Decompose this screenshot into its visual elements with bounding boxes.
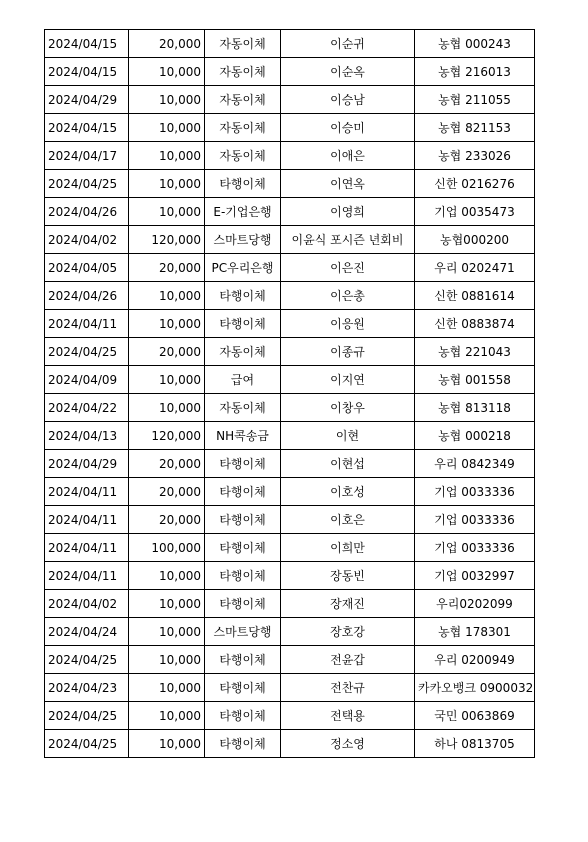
name-cell: 이현: [281, 422, 415, 450]
date-cell: 2024/04/13: [45, 422, 129, 450]
name-cell: 이연옥: [281, 170, 415, 198]
account-cell: 농협 001558: [415, 366, 535, 394]
table-row: [45, 198, 535, 226]
type-cell: 타행이체: [205, 170, 281, 198]
date-cell: 2024/04/26: [45, 282, 129, 310]
account-cell: 카카오뱅크 0900032: [415, 674, 535, 702]
date-cell: 2024/04/15: [45, 58, 129, 86]
table-row: [45, 254, 535, 282]
type-cell: 스마트당행: [205, 226, 281, 254]
name-cell: 전윤갑: [281, 646, 415, 674]
account-cell: 기업 0032997: [415, 562, 535, 590]
date-cell: 2024/04/26: [45, 198, 129, 226]
type-cell: 타행이체: [205, 310, 281, 338]
type-cell: 자동이체: [205, 114, 281, 142]
type-cell: 타행이체: [205, 674, 281, 702]
amount-cell: 10,000: [129, 394, 205, 422]
name-cell: 이호은: [281, 506, 415, 534]
type-cell: PC우리은행: [205, 254, 281, 282]
name-cell: 이창우: [281, 394, 415, 422]
table-row: [45, 478, 535, 506]
amount-cell: 10,000: [129, 142, 205, 170]
date-cell: 2024/04/25: [45, 338, 129, 366]
date-cell: 2024/04/23: [45, 674, 129, 702]
amount-cell: 10,000: [129, 366, 205, 394]
amount-cell: 10,000: [129, 114, 205, 142]
date-cell: 2024/04/11: [45, 310, 129, 338]
name-cell: 전택용: [281, 702, 415, 730]
account-cell: 우리 0200949: [415, 646, 535, 674]
account-cell: 농협 221043: [415, 338, 535, 366]
date-cell: 2024/04/15: [45, 114, 129, 142]
account-cell: 우리 0842349: [415, 450, 535, 478]
amount-cell: 20,000: [129, 254, 205, 282]
account-cell: 기업 0035473: [415, 198, 535, 226]
name-cell: 이종규: [281, 338, 415, 366]
name-cell: 이승미: [281, 114, 415, 142]
date-cell: 2024/04/25: [45, 646, 129, 674]
table-row: [45, 562, 535, 590]
account-cell: 농협 216013: [415, 58, 535, 86]
date-cell: 2024/04/05: [45, 254, 129, 282]
table-row: [45, 366, 535, 394]
date-cell: 2024/04/22: [45, 394, 129, 422]
transaction-table: [44, 29, 535, 758]
name-cell: 이희만: [281, 534, 415, 562]
account-cell: 농협 821153: [415, 114, 535, 142]
date-cell: 2024/04/29: [45, 86, 129, 114]
amount-cell: 10,000: [129, 310, 205, 338]
amount-cell: 10,000: [129, 646, 205, 674]
amount-cell: 20,000: [129, 338, 205, 366]
account-cell: 기업 0033336: [415, 478, 535, 506]
table-row: [45, 506, 535, 534]
table-row: [45, 702, 535, 730]
account-cell: 농협000200: [415, 226, 535, 254]
table-row: [45, 310, 535, 338]
name-cell: 이영희: [281, 198, 415, 226]
amount-cell: 10,000: [129, 618, 205, 646]
table-row: [45, 86, 535, 114]
type-cell: 타행이체: [205, 534, 281, 562]
table-row: [45, 114, 535, 142]
date-cell: 2024/04/11: [45, 534, 129, 562]
type-cell: 타행이체: [205, 562, 281, 590]
amount-cell: 120,000: [129, 226, 205, 254]
table-row: [45, 674, 535, 702]
amount-cell: 20,000: [129, 450, 205, 478]
table-row: [45, 142, 535, 170]
type-cell: 스마트당행: [205, 618, 281, 646]
name-cell: 이윤식 포시즌 년회비: [281, 226, 415, 254]
name-cell: 이애은: [281, 142, 415, 170]
type-cell: 타행이체: [205, 282, 281, 310]
name-cell: 전찬규: [281, 674, 415, 702]
name-cell: 이은진: [281, 254, 415, 282]
date-cell: 2024/04/25: [45, 702, 129, 730]
date-cell: 2024/04/29: [45, 450, 129, 478]
amount-cell: 100,000: [129, 534, 205, 562]
amount-cell: 10,000: [129, 674, 205, 702]
account-cell: 우리 0202471: [415, 254, 535, 282]
account-cell: 기업 0033336: [415, 506, 535, 534]
name-cell: 이순옥: [281, 58, 415, 86]
amount-cell: 20,000: [129, 478, 205, 506]
type-cell: 타행이체: [205, 590, 281, 618]
name-cell: 정소영: [281, 730, 415, 758]
table-row: [45, 590, 535, 618]
table-row: [45, 422, 535, 450]
amount-cell: 10,000: [129, 590, 205, 618]
type-cell: 자동이체: [205, 394, 281, 422]
name-cell: 이응원: [281, 310, 415, 338]
date-cell: 2024/04/02: [45, 590, 129, 618]
type-cell: NH콕송금: [205, 422, 281, 450]
table-row: [45, 338, 535, 366]
name-cell: 장동빈: [281, 562, 415, 590]
name-cell: 이승남: [281, 86, 415, 114]
table-row: [45, 394, 535, 422]
date-cell: 2024/04/15: [45, 30, 129, 58]
table-row: [45, 58, 535, 86]
table-row: [45, 730, 535, 758]
amount-cell: 10,000: [129, 170, 205, 198]
date-cell: 2024/04/11: [45, 562, 129, 590]
amount-cell: 10,000: [129, 702, 205, 730]
type-cell: 타행이체: [205, 702, 281, 730]
amount-cell: 10,000: [129, 282, 205, 310]
account-cell: 국민 0063869: [415, 702, 535, 730]
type-cell: E-기업은행: [205, 198, 281, 226]
name-cell: 장호강: [281, 618, 415, 646]
table-row: [45, 226, 535, 254]
type-cell: 급여: [205, 366, 281, 394]
table-row: [45, 618, 535, 646]
name-cell: 장재진: [281, 590, 415, 618]
account-cell: 농협 813118: [415, 394, 535, 422]
account-cell: 하나 0813705: [415, 730, 535, 758]
name-cell: 이호성: [281, 478, 415, 506]
date-cell: 2024/04/11: [45, 478, 129, 506]
date-cell: 2024/04/25: [45, 730, 129, 758]
account-cell: 신한 0881614: [415, 282, 535, 310]
type-cell: 자동이체: [205, 338, 281, 366]
account-cell: 기업 0033336: [415, 534, 535, 562]
table-row: [45, 646, 535, 674]
table-row: [45, 534, 535, 562]
account-cell: 신한 0883874: [415, 310, 535, 338]
amount-cell: 10,000: [129, 86, 205, 114]
transaction-table-body: [45, 30, 535, 758]
account-cell: 신한 0216276: [415, 170, 535, 198]
type-cell: 자동이체: [205, 86, 281, 114]
account-cell: 농협 233026: [415, 142, 535, 170]
amount-cell: 20,000: [129, 30, 205, 58]
type-cell: 타행이체: [205, 506, 281, 534]
table-row: [45, 30, 535, 58]
type-cell: 자동이체: [205, 142, 281, 170]
type-cell: 타행이체: [205, 646, 281, 674]
name-cell: 이순귀: [281, 30, 415, 58]
date-cell: 2024/04/25: [45, 170, 129, 198]
date-cell: 2024/04/24: [45, 618, 129, 646]
amount-cell: 10,000: [129, 562, 205, 590]
date-cell: 2024/04/02: [45, 226, 129, 254]
date-cell: 2024/04/11: [45, 506, 129, 534]
amount-cell: 10,000: [129, 198, 205, 226]
type-cell: 자동이체: [205, 58, 281, 86]
type-cell: 타행이체: [205, 730, 281, 758]
table-row: [45, 450, 535, 478]
date-cell: 2024/04/17: [45, 142, 129, 170]
amount-cell: 120,000: [129, 422, 205, 450]
name-cell: 이현섭: [281, 450, 415, 478]
amount-cell: 20,000: [129, 506, 205, 534]
amount-cell: 10,000: [129, 58, 205, 86]
type-cell: 타행이체: [205, 478, 281, 506]
account-cell: 농협 211055: [415, 86, 535, 114]
name-cell: 이지연: [281, 366, 415, 394]
table-row: [45, 170, 535, 198]
type-cell: 타행이체: [205, 450, 281, 478]
date-cell: 2024/04/09: [45, 366, 129, 394]
account-cell: 농협 000243: [415, 30, 535, 58]
type-cell: 자동이체: [205, 30, 281, 58]
account-cell: 농협 178301: [415, 618, 535, 646]
name-cell: 이은총: [281, 282, 415, 310]
account-cell: 우리0202099: [415, 590, 535, 618]
account-cell: 농협 000218: [415, 422, 535, 450]
amount-cell: 10,000: [129, 730, 205, 758]
table-row: [45, 282, 535, 310]
